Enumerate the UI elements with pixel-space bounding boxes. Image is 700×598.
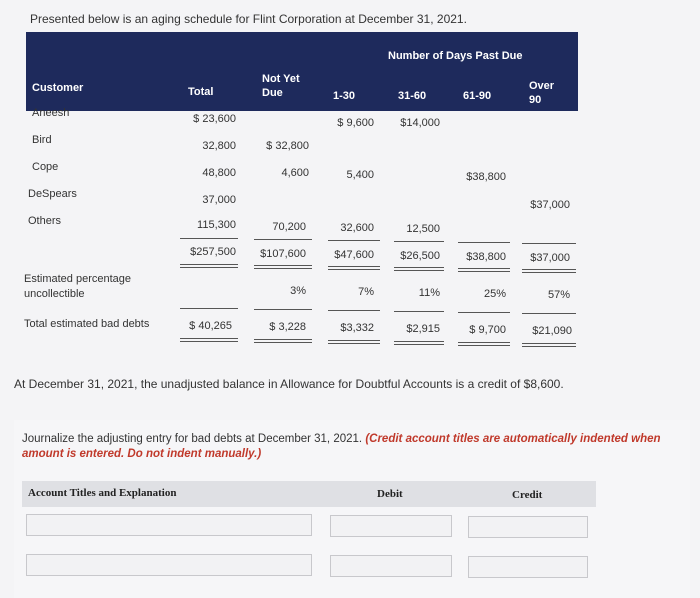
journal-row2-debit-input[interactable] <box>330 555 452 577</box>
row-label-others: Others <box>28 215 62 227</box>
rule-1-30 <box>328 240 380 241</box>
cell-despears-over-90: $37,000 <box>530 199 570 211</box>
header-1-30: 1-30 <box>333 90 356 102</box>
rule2-61-90 <box>458 312 510 313</box>
row-label-bad-debts: Total estimated bad debts <box>24 318 150 330</box>
cell-aneesh-31-60: $14,000 <box>400 117 440 129</box>
cell-totals-not-yet-due: $107,600 <box>260 248 306 260</box>
journal-row1-debit-input[interactable] <box>330 515 452 537</box>
cell-totals-over-90: $37,000 <box>530 252 570 264</box>
rule2-31-60 <box>394 311 444 312</box>
cell-totals-31-60: $26,500 <box>400 250 440 262</box>
rule2-total <box>180 308 238 309</box>
row-label-pct-line2: uncollectible <box>24 288 85 300</box>
double-rule2-over-90 <box>522 343 576 347</box>
cell-others-total: 115,300 <box>197 219 236 231</box>
row-label-aneesh: Aneesh <box>32 107 70 119</box>
intro-text: Presented below is an aging schedule for Flint Corporation at December 31, 2021. <box>30 12 467 26</box>
cell-pct-31-60: 11% <box>418 287 440 299</box>
row-label-cope: Cope <box>32 161 59 173</box>
journal-row2-credit-input[interactable] <box>468 556 588 578</box>
cell-bad-debts-61-90: $ 9,700 <box>469 324 506 336</box>
instruction-main: Journalize the adjusting entry for bad debts at December 31, 2021. <box>22 433 363 445</box>
cell-bad-debts-total: $ 40,265 <box>189 320 232 332</box>
cell-bad-debts-31-60: $2,915 <box>406 323 440 335</box>
double-rule-not-yet-due <box>254 265 312 269</box>
cell-cope-1-30: 5,400 <box>346 169 374 181</box>
cell-bad-debts-1-30: $3,332 <box>340 322 374 334</box>
double-rule-31-60 <box>394 267 444 271</box>
rule-61-90 <box>458 242 510 243</box>
cell-bad-debts-over-90: $21,090 <box>532 325 572 337</box>
header-not-yet-due-line1: Not Yet <box>262 73 300 85</box>
header-not-yet-due-line2: Due <box>262 87 283 99</box>
cell-totals-61-90: $38,800 <box>466 251 506 263</box>
col-debit: Debit <box>377 488 403 500</box>
row-label-despears: DeSpears <box>28 188 77 200</box>
cell-pct-over-90: 57% <box>547 289 570 301</box>
col-credit: Credit <box>512 489 543 501</box>
double-rule2-not-yet-due <box>254 339 312 343</box>
double-rule2-total <box>180 338 238 342</box>
double-rule-1-30 <box>328 266 380 270</box>
rule-31-60 <box>394 241 444 242</box>
cell-cope-total: 48,800 <box>202 167 236 179</box>
journal-row1-account-input[interactable] <box>26 514 312 536</box>
table-header-band <box>26 32 578 111</box>
double-rule2-61-90 <box>458 342 510 346</box>
cell-totals-total: $257,500 <box>190 246 236 258</box>
double-rule-61-90 <box>458 268 510 272</box>
cell-totals-1-30: $47,600 <box>334 249 374 261</box>
cell-bird-total: 32,800 <box>202 140 236 152</box>
double-rule2-31-60 <box>394 341 444 345</box>
row-label-bird: Bird <box>32 134 52 146</box>
rule-not-yet-due <box>254 239 312 240</box>
cell-despears-total: 37,000 <box>202 194 236 206</box>
rule2-over-90 <box>522 313 576 314</box>
col-account-titles: Account Titles and Explanation <box>28 487 177 499</box>
cell-cope-61-90: $38,800 <box>466 171 506 183</box>
cell-others-1-30: 32,600 <box>340 222 374 234</box>
rule-over-90 <box>522 243 576 244</box>
double-rule2-1-30 <box>328 340 380 344</box>
rule2-1-30 <box>328 310 380 311</box>
journal-instruction <box>22 432 672 462</box>
allowance-balance-note: At December 31, 2021, the unadjusted balance in Allowance for Doubtful Accounts is a credit of $8,600. <box>14 377 564 391</box>
journal-row2-account-input[interactable] <box>26 554 312 576</box>
cell-bad-debts-not-yet-due: $ 3,228 <box>269 321 306 333</box>
instruction-note: (Credit account titles are automatically indented when amount is entered. Do not indent manually.) <box>22 433 661 460</box>
cell-others-not-yet-due: 70,200 <box>272 221 306 233</box>
rule2-not-yet-due <box>254 309 312 310</box>
header-over-90-line2: 90 <box>529 94 542 106</box>
header-over-90-line1: Over <box>529 80 555 92</box>
header-31-60: 31-60 <box>398 90 427 102</box>
cell-pct-not-yet-due: 3% <box>290 285 306 297</box>
days-past-due-header: Number of Days Past Due <box>388 50 523 62</box>
cell-cope-not-yet-due: 4,600 <box>281 167 309 179</box>
cell-others-31-60: 12,500 <box>406 223 440 235</box>
row-label-pct-line1: Estimated percentage <box>24 273 132 285</box>
cell-aneesh-1-30: $ 9,600 <box>337 117 374 129</box>
rule-total <box>180 238 238 239</box>
double-rule-over-90 <box>522 269 576 273</box>
header-total: Total <box>188 86 214 98</box>
header-customer: Customer <box>32 82 84 94</box>
journal-row1-credit-input[interactable] <box>468 516 588 538</box>
double-rule-total <box>180 264 238 268</box>
cell-pct-61-90: 25% <box>483 288 506 300</box>
cell-pct-1-30: 7% <box>358 286 374 298</box>
cell-aneesh-total: $ 23,600 <box>193 113 236 125</box>
cell-bird-not-yet-due: $ 32,800 <box>266 140 309 152</box>
header-61-90: 61-90 <box>463 90 492 102</box>
